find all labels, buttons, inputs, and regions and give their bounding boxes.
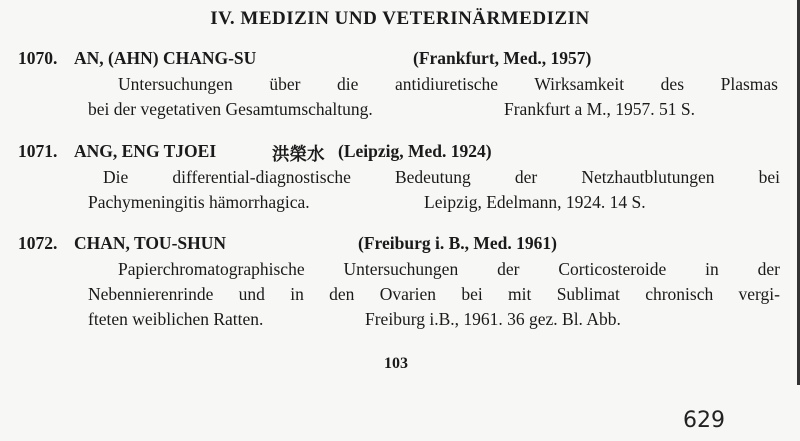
entry-title-line: Untersuchungen über die antidiuretische Wirksamkeit des Plasmas [118,74,778,94]
entry-title-line: bei der vegetativen Gesamtumschaltung. [88,99,373,119]
entry-publication: Leipzig, Edelmann, 1924. 14 S. [424,192,646,212]
entry-title-line: Pachymeningitis hämorrhagica. [88,192,310,212]
entry-name: AN, (AHN) CHANG-SU [74,48,257,68]
entry-title-line: fteten weiblichen Ratten. [88,309,264,329]
entry-place: (Frankfurt, Med., 1957) [413,48,592,68]
entry-title-line: Nebennierenrinde und in den Ovarien bei mit Sublimat chronisch vergi- [88,284,780,304]
page-number: 103 [384,355,408,372]
entry-number: 1070. [18,48,58,68]
entry-number: 1072. [18,233,58,253]
section-heading: IV. MEDIZIN UND VETERINÄRMEDIZIN [210,8,590,29]
entry-number: 1071. [18,141,58,161]
entry-place: (Freiburg i. B., Med. 1961) [358,233,557,253]
entry-title-line: Die differential-diagnostische Bedeutung der Netzhautblutungen bei [103,167,780,187]
entry-name: CHAN, TOU-SHUN [74,233,227,253]
entry-title-line: Papierchromatographische Untersuchungen der Corticosteroide in der [118,259,780,279]
bottom-page-number: 629 [683,408,725,433]
entry-publication: Freiburg i.B., 1961. 36 gez. Bl. Abb. [365,309,621,329]
entry-publication: Frankfurt a M., 1957. 51 S. [504,99,696,119]
entry-name-cjk: 洪榮水 [272,144,325,164]
entry-name: ANG, ENG TJOEI [74,141,217,161]
entry-place: (Leipzig, Med. 1924) [338,141,492,161]
